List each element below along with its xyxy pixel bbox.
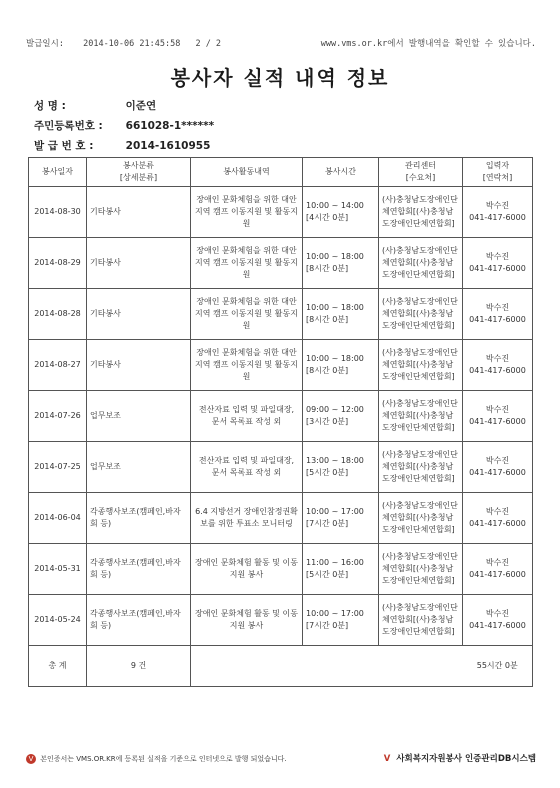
record-registrant: 박수진 041-417-6000 (463, 493, 533, 544)
record-date: 2014-06-04 (29, 493, 87, 544)
record-activity: 전산자료 입력 및 파일대장, 문서 목록표 작성 외 (191, 442, 303, 493)
system-name-text: 사회복지자원봉사 인증관리DB시스템 (396, 754, 536, 764)
record-time: 09:00 ~ 12:00 [3시간 0분] (303, 391, 379, 442)
record-date: 2014-08-28 (29, 289, 87, 340)
record-time: 10:00 ~ 18:00 [8시간 0분] (303, 238, 379, 289)
record-type: 각종행사보조(캠페인,바자회 등) (87, 595, 191, 646)
footer-notice (26, 754, 287, 764)
id-label: 주민등록번호 : (34, 120, 103, 132)
name-value: 이준연 (125, 100, 157, 112)
table-row (29, 238, 533, 289)
record-org: (사)충청남도장애인단체연합회[(사)충청남도장애인단체연합회] (379, 340, 463, 391)
record-org: (사)충청남도장애인단체연합회[(사)충청남도장애인단체연합회] (379, 238, 463, 289)
issue-info-line (26, 37, 536, 51)
verification-notice: www.vms.or.kr에서 발행내역을 확인할 수 있습니다. (320, 39, 536, 49)
issue-number-row (34, 138, 210, 153)
record-type: 기타봉사 (87, 187, 191, 238)
system-logo-icon: V (383, 754, 391, 764)
record-type: 기타봉사 (87, 340, 191, 391)
record-registrant: 박수진 041-417-6000 (463, 595, 533, 646)
record-date: 2014-05-24 (29, 595, 87, 646)
id-row (34, 118, 214, 133)
record-org: (사)충청남도장애인단체연합회[(사)충청남도장애인단체연합회] (379, 289, 463, 340)
record-activity: 6.4 지방선거 장애인참정권확보를 위한 투표소 모니터링 (191, 493, 303, 544)
record-activity: 장애인 문화체험을 위한 대안지역 캠프 이동지원 및 활동지원 (191, 187, 303, 238)
record-registrant: 박수진 041-417-6000 (463, 238, 533, 289)
volunteer-records-table (28, 157, 533, 687)
record-registrant: 박수진 041-417-6000 (463, 289, 533, 340)
record-activity: 장애인 문화체험 활동 및 이동지원 봉사 (191, 595, 303, 646)
total-row (29, 646, 533, 687)
table-row (29, 442, 533, 493)
record-registrant: 박수진 041-417-6000 (463, 187, 533, 238)
name-row (34, 98, 156, 113)
issue-number-label: 발 급 번 호 : (34, 140, 94, 152)
total-label: 총 계 (29, 646, 87, 687)
record-type: 각종행사보조(캠페인,바자회 등) (87, 544, 191, 595)
record-activity: 장애인 문화체험을 위한 대안지역 캠프 이동지원 및 활동지원 (191, 238, 303, 289)
document-title: 봉사자 실적 내역 정보 (170, 66, 390, 90)
record-org: (사)충청남도장애인단체연합회[(사)충청남도장애인단체연합회] (379, 493, 463, 544)
table-row (29, 289, 533, 340)
record-registrant: 박수진 041-417-6000 (463, 544, 533, 595)
record-registrant: 박수진 041-417-6000 (463, 442, 533, 493)
total-empty (303, 646, 379, 687)
header-registrant: 입력자 [연락처] (463, 158, 533, 187)
record-time: 10:00 ~ 14:00 [4시간 0분] (303, 187, 379, 238)
record-registrant: 박수진 041-417-6000 (463, 340, 533, 391)
total-count: 9 건 (87, 646, 191, 687)
issued-value: 2014-10-06 21:45:58 (83, 39, 181, 49)
table-row (29, 340, 533, 391)
vms-check-icon: V (26, 754, 36, 764)
table-row (29, 187, 533, 238)
record-org: (사)충청남도장애인단체연합회[(사)충청남도장애인단체연합회] (379, 391, 463, 442)
id-value: 661028-1****** (125, 120, 215, 132)
issued-datetime (26, 37, 221, 49)
record-org: (사)충청남도장애인단체연합회[(사)충청남도장애인단체연합회] (379, 442, 463, 493)
table-row (29, 544, 533, 595)
footer-system-name (384, 752, 536, 764)
record-time: 10:00 ~ 18:00 [8시간 0분] (303, 340, 379, 391)
table-row (29, 493, 533, 544)
table-row (29, 391, 533, 442)
page-number: 2 / 2 (195, 39, 222, 49)
record-date: 2014-07-25 (29, 442, 87, 493)
record-activity: 전산자료 입력 및 파일대장, 문서 목록표 작성 외 (191, 391, 303, 442)
record-date: 2014-08-30 (29, 187, 87, 238)
record-date: 2014-05-31 (29, 544, 87, 595)
record-org: (사)충청남도장애인단체연합회[(사)충청남도장애인단체연합회] (379, 595, 463, 646)
record-date: 2014-07-26 (29, 391, 87, 442)
header-org: 관리센터 [수요처] (379, 158, 463, 187)
name-label: 성 명 : (34, 100, 66, 112)
record-org: (사)충청남도장애인단체연합회[(사)충청남도장애인단체연합회] (379, 187, 463, 238)
table-row (29, 595, 533, 646)
header-type: 봉사분류 [상세분류] (87, 158, 191, 187)
total-hours: 55시간 0분 (463, 646, 533, 687)
record-activity: 장애인 문화체험을 위한 대안지역 캠프 이동지원 및 활동지원 (191, 340, 303, 391)
record-time: 11:00 ~ 16:00 [5시간 0분] (303, 544, 379, 595)
issue-number-value: 2014-1610955 (125, 140, 211, 152)
record-time: 10:00 ~ 17:00 [7시간 0분] (303, 493, 379, 544)
record-type: 업무보조 (87, 442, 191, 493)
record-date: 2014-08-29 (29, 238, 87, 289)
record-activity: 장애인 문화체험을 위한 대안지역 캠프 이동지원 및 활동지원 (191, 289, 303, 340)
record-type: 각종행사보조(캠페인,바자회 등) (87, 493, 191, 544)
issued-label: 발급일시: (26, 39, 64, 49)
header-time: 봉사시간 (303, 158, 379, 187)
footer-notice-text: 본인증서는 VMS.OR.KR에 등록된 실적을 기준으로 인터넷으로 발행 되었습니다. (40, 755, 287, 763)
total-empty (379, 646, 463, 687)
record-org: (사)충청남도장애인단체연합회[(사)충청남도장애인단체연합회] (379, 544, 463, 595)
record-date: 2014-08-27 (29, 340, 87, 391)
record-time: 10:00 ~ 17:00 [7시간 0분] (303, 595, 379, 646)
record-time: 13:00 ~ 18:00 [5시간 0분] (303, 442, 379, 493)
total-empty (191, 646, 303, 687)
record-time: 10:00 ~ 18:00 [8시간 0분] (303, 289, 379, 340)
header-date: 봉사일자 (29, 158, 87, 187)
header-activity: 봉사활동내역 (191, 158, 303, 187)
record-activity: 장애인 문화체험 활동 및 이동지원 봉사 (191, 544, 303, 595)
record-type: 기타봉사 (87, 289, 191, 340)
record-registrant: 박수진 041-417-6000 (463, 391, 533, 442)
table-header-row (29, 158, 533, 187)
record-type: 업무보조 (87, 391, 191, 442)
record-type: 기타봉사 (87, 238, 191, 289)
